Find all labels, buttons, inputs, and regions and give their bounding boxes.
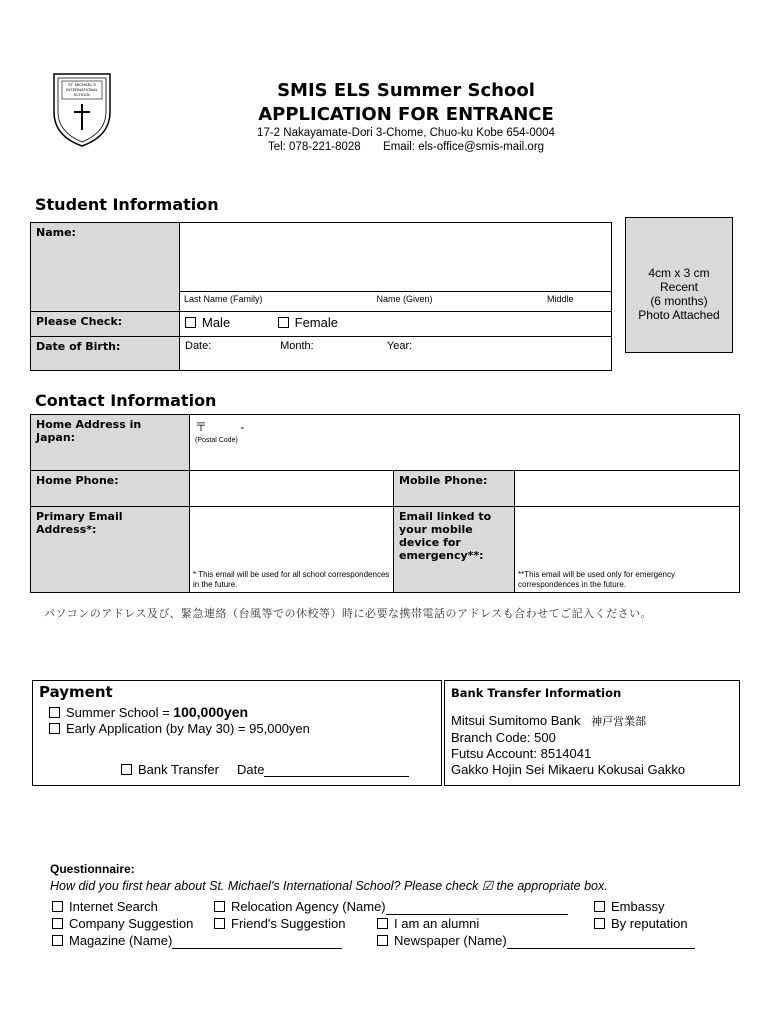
home-phone-label: Home Phone:	[31, 471, 190, 507]
dob-fields[interactable]	[180, 337, 612, 371]
mobile-email-label: Email linked to your mobile device for emergency**:	[394, 507, 515, 593]
reputation-label: By reputation	[611, 916, 688, 931]
option-company[interactable]	[52, 915, 193, 932]
bank-branch-code: Branch Code: 500	[451, 730, 556, 745]
checked-box-icon: ☑	[481, 879, 494, 893]
payment-date-label: Date	[237, 762, 265, 777]
email-label: Email:	[383, 141, 415, 153]
form-subtitle: APPLICATION FOR ENTRANCE	[258, 104, 554, 125]
magazine-checkbox[interactable]	[52, 935, 63, 946]
summer-school-amount: 100,000yen	[173, 704, 249, 720]
mobile-email-note: **This email will be used only for emergency correspondences in the future.	[518, 570, 675, 589]
embassy-label: Embassy	[611, 899, 665, 914]
photo-months: (6 months)	[650, 294, 708, 308]
relocation-name-input[interactable]	[386, 901, 568, 915]
payment-box	[32, 680, 442, 786]
reputation-checkbox[interactable]	[594, 918, 605, 929]
mobile-phone-label: Mobile Phone:	[394, 471, 515, 507]
name-label: Name:	[31, 223, 180, 312]
question-text-a: How did you first hear about St. Michael's International School? Please check	[50, 879, 479, 893]
student-info-table	[30, 222, 612, 371]
name-subfields	[180, 292, 612, 312]
option-embassy[interactable]	[594, 898, 664, 915]
bank-transfer-info-box	[444, 680, 740, 786]
postal-code-caption: (Postal Code)	[195, 437, 238, 444]
middle-name-caption: Middle	[547, 294, 574, 304]
option-friend[interactable]	[214, 915, 346, 932]
newspaper-name-input[interactable]	[507, 935, 695, 949]
photo-size: 4cm x 3 cm	[648, 266, 710, 280]
bank-info-heading: Bank Transfer Information	[451, 686, 622, 700]
tel-value: 078-221-8028	[289, 141, 361, 153]
bank-transfer-checkbox[interactable]	[121, 764, 132, 775]
company-checkbox[interactable]	[52, 918, 63, 929]
contact-info-table	[30, 414, 740, 593]
bank-branch-jp: 神戸営業部	[591, 716, 647, 728]
option-magazine[interactable]	[52, 932, 342, 949]
male-checkbox[interactable]	[185, 317, 196, 328]
magazine-name-input[interactable]	[172, 935, 342, 949]
questionnaire-question	[50, 878, 608, 893]
photo-box[interactable]	[625, 217, 733, 353]
questionnaire-heading: Questionnaire:	[50, 862, 135, 876]
japanese-note: パソコンのアドレス及び、緊急連絡（台風等での休校等）時に必要な携帯電話のアドレスも合わせてご記入ください。	[44, 607, 653, 620]
photo-attached: Photo Attached	[638, 308, 720, 322]
primary-email-note: * This email will be used for all school correspondences in the future.	[193, 570, 390, 589]
email-value: els-office@smis-mail.org	[418, 141, 545, 153]
payment-date-input[interactable]	[264, 762, 409, 777]
check-label: Please Check:	[31, 312, 180, 337]
early-application-option	[49, 721, 310, 736]
female-checkbox[interactable]	[278, 317, 289, 328]
company-label: Company Suggestion	[69, 916, 194, 931]
relocation-label: Relocation Agency (Name)	[231, 899, 386, 914]
early-application-label: Early Application (by May 30) = 95,000yen	[66, 721, 310, 736]
home-address-label: Home Address in Japan:	[31, 415, 190, 471]
given-name-caption: Name (Given)	[376, 294, 433, 304]
internet-label: Internet Search	[69, 899, 158, 914]
home-phone-input[interactable]	[190, 471, 394, 507]
dob-date: Date:	[185, 340, 212, 352]
bank-account: Futsu Account: 8514041	[451, 746, 592, 761]
summer-school-checkbox[interactable]	[49, 707, 60, 718]
photo-recent: Recent	[659, 280, 699, 294]
embassy-checkbox[interactable]	[594, 901, 605, 912]
form-title: SMIS ELS Summer School	[277, 80, 535, 101]
question-text-b: the appropriate box.	[493, 879, 608, 893]
magazine-label: Magazine (Name)	[69, 933, 173, 948]
postal-dash: -	[240, 420, 245, 434]
alumni-checkbox[interactable]	[377, 918, 388, 929]
bank-transfer-option	[121, 762, 409, 777]
dob-year: Year:	[386, 340, 413, 352]
home-address-input[interactable]	[190, 415, 740, 471]
summer-school-option	[49, 704, 248, 720]
male-label: Male	[202, 315, 231, 330]
school-crest	[50, 70, 114, 148]
option-relocation[interactable]	[214, 898, 568, 915]
bank-name-line	[451, 713, 685, 730]
bank-transfer-label: Bank Transfer	[138, 762, 219, 777]
last-name-caption: Last Name (Family)	[184, 294, 263, 304]
friend-label: Friend's Suggestion	[231, 916, 346, 931]
alumni-label: I am an alumni	[394, 916, 480, 931]
school-contact	[206, 141, 606, 153]
primary-email-input[interactable]	[190, 507, 394, 593]
option-alumni[interactable]	[377, 915, 479, 932]
bank-account-holder: Gakko Hojin Sei Mikaeru Kokusai Gakko	[451, 762, 686, 777]
student-info-heading: Student Information	[35, 195, 219, 214]
early-application-checkbox[interactable]	[49, 723, 60, 734]
mobile-email-input[interactable]	[515, 507, 740, 593]
friend-checkbox[interactable]	[214, 918, 225, 929]
dob-label: Date of Birth:	[31, 337, 180, 371]
crest-text: ST. MICHAEL'S INTERNATIONAL SCHOOL	[66, 82, 98, 97]
internet-checkbox[interactable]	[52, 901, 63, 912]
school-address: 17-2 Nakayamate-Dori 3-Chome, Chuo-ku Kobe 654-0004	[257, 127, 555, 139]
postal-mark: 〒	[195, 420, 208, 434]
female-label: Female	[294, 315, 338, 330]
option-internet[interactable]	[52, 898, 158, 915]
gender-options	[180, 312, 612, 337]
relocation-checkbox[interactable]	[214, 901, 225, 912]
option-reputation[interactable]	[594, 915, 688, 932]
newspaper-checkbox[interactable]	[377, 935, 388, 946]
dob-month: Month:	[280, 340, 314, 352]
summer-school-label: Summer School =	[66, 705, 174, 720]
newspaper-label: Newspaper (Name)	[394, 933, 507, 948]
tel-label: Tel:	[267, 141, 286, 153]
primary-email-label: Primary Email Address*:	[31, 507, 190, 593]
bank-name: Mitsui Sumitomo Bank	[451, 713, 581, 728]
contact-info-heading: Contact Information	[35, 391, 217, 410]
mobile-phone-input[interactable]	[515, 471, 740, 507]
name-input[interactable]	[180, 223, 612, 292]
payment-heading: Payment	[39, 683, 113, 701]
option-newspaper[interactable]	[377, 932, 695, 949]
